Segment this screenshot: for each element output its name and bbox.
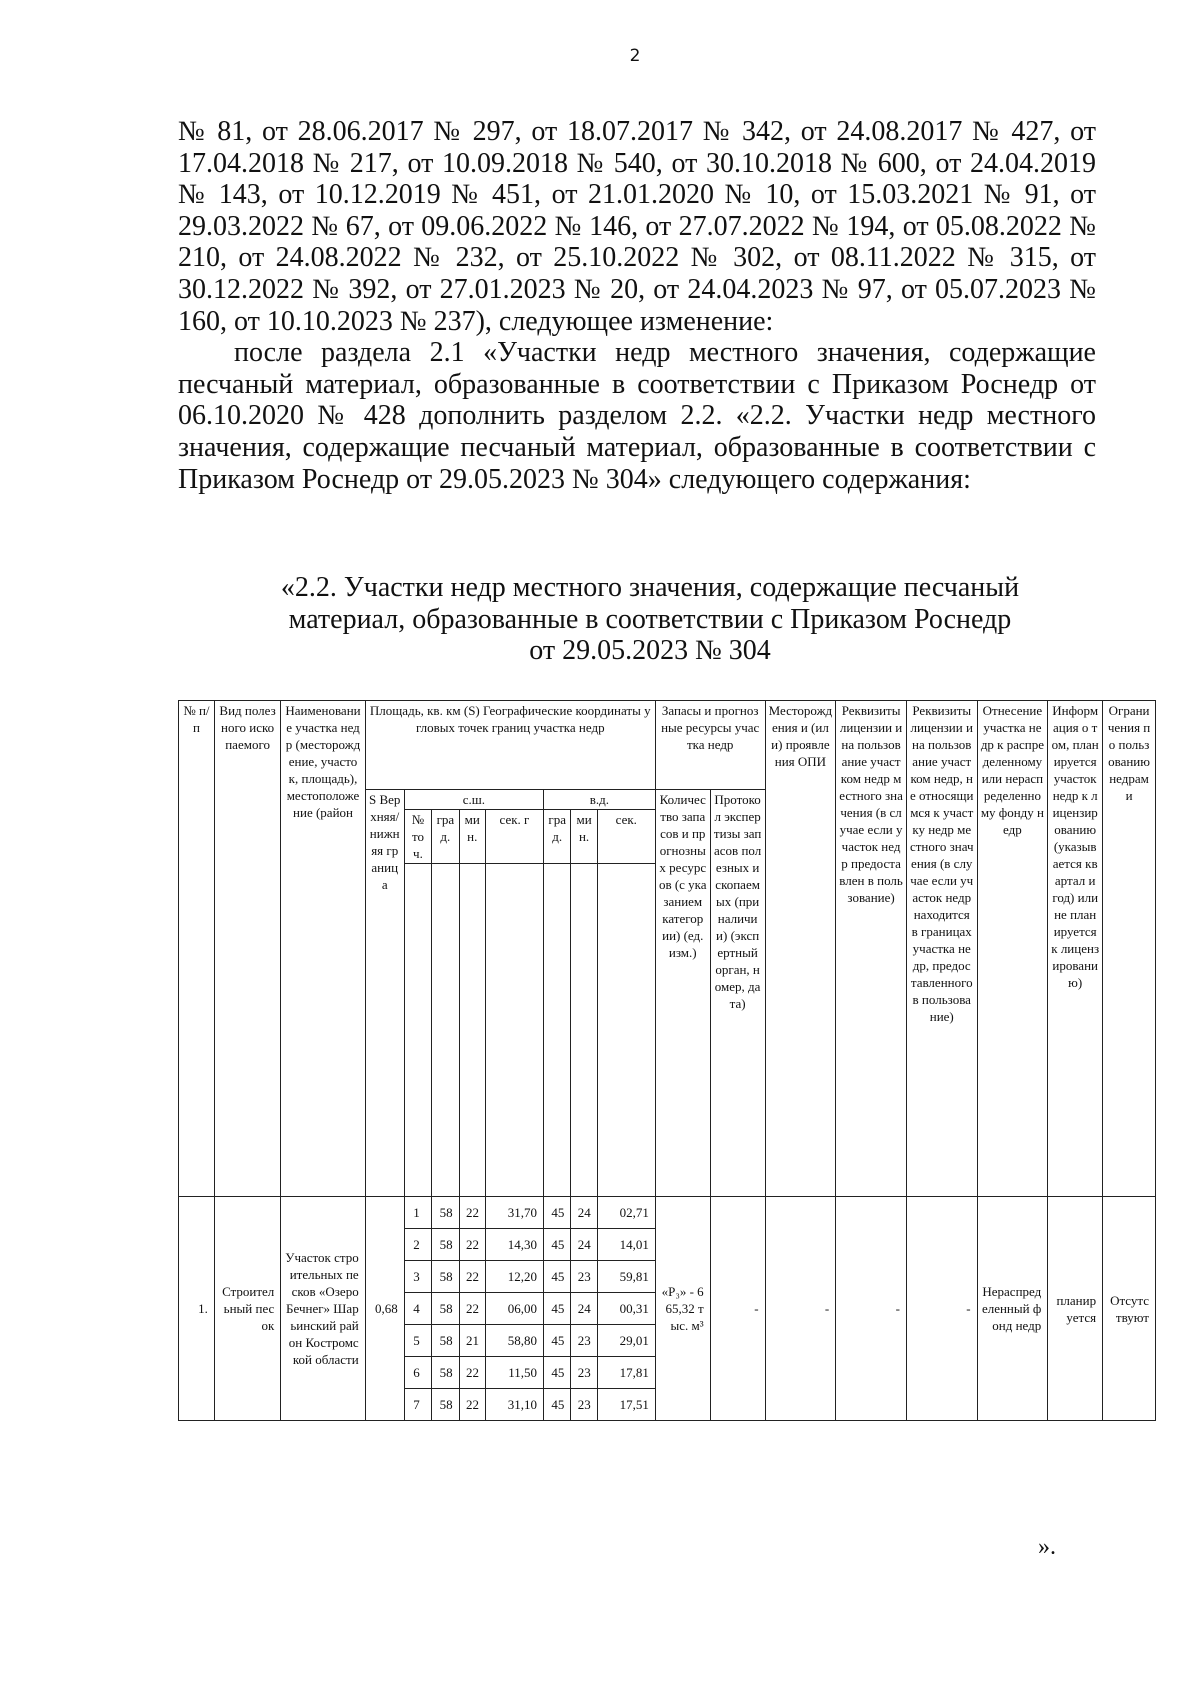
row-license-details: - (836, 1197, 907, 1421)
point-north-min: 22 (459, 1389, 485, 1421)
point-north-deg: 58 (432, 1325, 459, 1357)
header-east-min: мин. (571, 810, 597, 864)
row-restrictions: Отсутствуют (1103, 1197, 1156, 1421)
header-east-deg: град. (543, 810, 570, 864)
point-north-min: 21 (459, 1325, 485, 1357)
point-east-min: 24 (571, 1229, 597, 1261)
header-license-details-within: Реквизиты лицензии и на пользование участком недр, не относящимся к участку недр местного значения (в случае если участок недр находится в границах участка недр, предоставленного в пользование) (906, 701, 977, 1197)
point-east-sec: 00,31 (597, 1293, 655, 1325)
point-east-sec: 59,81 (597, 1261, 655, 1293)
row-fund-attribution: Нераспределенный фонд недр (977, 1197, 1048, 1421)
header-mineral-type: Вид полезного ископаемого (214, 701, 280, 1197)
body-text (178, 116, 1096, 495)
point-east-deg: 45 (543, 1229, 570, 1261)
header-site-name: Наименование участка недр (месторождение, участок, площадь), местоположение (район (281, 701, 365, 1197)
row-reserves-qty: «P₃» - 665,32 тыс. м³ (655, 1197, 710, 1421)
intro-paragraph: № 81, от 28.06.2017 № 297, от 18.07.2017 № 342, от 24.08.2017 № 427, от 17.04.2018 № 217, от 10.09.2018 № 540, от 30.10.2018 № 600, от 24.04.2019 № 143, от 10.12.2019 № 451, от 21.01.2020 № 10, от 15.03.2021 № 91, от 29.03.2022 № 67, от 09.06.2022 № 146, от 27.07.2022 № 194, от 05.08.2022 № 210, от 24.08.2022 № 232, от 25.10.2022 № 302, от 08.11.2022 № 315, от 30.12.2022 № 392, от 27.01.2023 № 20, от 24.04.2023 № 97, от 05.07.2023 № 160, от 10.10.2023 № 237), следующее изменение: (178, 116, 1096, 337)
point-north-deg: 58 (432, 1293, 459, 1325)
header-north-sec: сек. г (485, 810, 543, 864)
point-east-sec: 17,51 (597, 1389, 655, 1421)
point-north-deg: 58 (432, 1229, 459, 1261)
point-east-deg: 45 (543, 1325, 570, 1357)
subsoil-sites-table (178, 700, 1156, 1421)
point-north-sec: 58,80 (485, 1325, 543, 1357)
section-heading-line3: от 29.05.2023 № 304 (529, 635, 771, 667)
header-licensing-plan: Информация о том, планируется участок недр к лицензированию (указывается квартал и год) или не планируется к лицензированию) (1048, 701, 1103, 1197)
point-north-sec: 14,30 (485, 1229, 543, 1261)
header-restrictions: Ограничения по пользованию недрами (1103, 701, 1156, 1197)
section-heading (240, 572, 1060, 667)
header-fund-attribution: Отнесение участка недр к распределенному или нераспределенному фонду недр (977, 701, 1048, 1197)
section-heading-line2: материал, образованные в соответствии с Приказом Роснедр (288, 603, 1012, 635)
header-reserves-protocol: Протокол экспертизы запасов полезных ископаемых (при наличии) (экспертный орган, номер, дата) (710, 790, 765, 1197)
header-license-details: Реквизиты лицензии и на пользование участком недр местного значения (в случае если участок недр предоставлен в пользование) (836, 701, 907, 1197)
header-north-deg: град. (432, 810, 459, 864)
point-east-min: 23 (571, 1261, 597, 1293)
point-east-sec: 14,01 (597, 1229, 655, 1261)
header-north-latitude: с.ш. (404, 790, 543, 810)
point-east-deg: 45 (543, 1357, 570, 1389)
subsoil-table-wrapper (178, 700, 1156, 1421)
point-num: 2 (404, 1229, 431, 1261)
row-num: 1. (179, 1197, 215, 1421)
point-north-sec: 12,20 (485, 1261, 543, 1293)
closing-quote-mark: ». (1038, 1534, 1056, 1560)
point-num: 5 (404, 1325, 431, 1357)
point-north-deg: 58 (432, 1357, 459, 1389)
header-east-longitude: в.д. (543, 790, 655, 810)
amendment-paragraph: после раздела 2.1 «Участки недр местного значения, содержащие песчаный материал, образованные в соответствии с Приказом Роснедр от 06.10.2020 № 428 дополнить разделом 2.2. «2.2. Участки недр местного значения, содержащие песчаный материал, образованные в соответствии с Приказом Роснедр от 29.05.2023 № 304» следующего содержания: (178, 337, 1096, 495)
header-reserves-qty: Количество запасов и прогнозных ресурсов (с указанием категории) (ед. изм.) (655, 790, 710, 1197)
row-licensing-plan: планируется (1048, 1197, 1103, 1421)
point-north-min: 22 (459, 1261, 485, 1293)
row-site-name: Участок строительных песков «Озеро Бечнег» Шарьинский район Костромской области (281, 1197, 365, 1421)
header-num: № п/п (179, 701, 215, 1197)
point-east-sec: 02,71 (597, 1197, 655, 1229)
header-s-bounds: S Верхняя/нижняя граница (365, 790, 404, 1197)
point-north-deg: 58 (432, 1261, 459, 1293)
point-east-deg: 45 (543, 1261, 570, 1293)
point-north-sec: 31,10 (485, 1389, 543, 1421)
row-license-details-within: - (906, 1197, 977, 1421)
point-north-min: 22 (459, 1229, 485, 1261)
point-north-sec: 06,00 (485, 1293, 543, 1325)
point-east-min: 23 (571, 1357, 597, 1389)
point-num: 3 (404, 1261, 431, 1293)
header-reserves: Запасы и прогнозные ресурсы участка недр (655, 701, 765, 790)
row-reserves-protocol: - (710, 1197, 765, 1421)
header-east-sec: сек. (597, 810, 655, 864)
point-north-deg: 58 (432, 1197, 459, 1229)
point-north-min: 22 (459, 1357, 485, 1389)
point-east-min: 23 (571, 1325, 597, 1357)
point-north-deg: 58 (432, 1389, 459, 1421)
point-north-min: 22 (459, 1197, 485, 1229)
point-num: 6 (404, 1357, 431, 1389)
header-north-min: мин. (459, 810, 485, 864)
page-number: 2 (629, 46, 641, 66)
section-heading-line1: «2.2. Участки недр местного значения, содержащие песчаный (280, 572, 1020, 603)
point-east-sec: 29,01 (597, 1325, 655, 1357)
header-row-1 (179, 701, 1156, 790)
header-point-num: № точ. (404, 810, 431, 864)
point-north-sec: 31,70 (485, 1197, 543, 1229)
point-north-sec: 11,50 (485, 1357, 543, 1389)
row-mineral-type: Строительный песок (214, 1197, 280, 1421)
point-east-deg: 45 (543, 1293, 570, 1325)
point-num: 4 (404, 1293, 431, 1325)
point-num: 7 (404, 1389, 431, 1421)
row-area: 0,68 (365, 1197, 404, 1421)
table-row (179, 1197, 1156, 1229)
header-deposit-opi: Месторождения и (или) проявления ОПИ (765, 701, 836, 1197)
point-east-deg: 45 (543, 1389, 570, 1421)
point-num: 1 (404, 1197, 431, 1229)
point-east-sec: 17,81 (597, 1357, 655, 1389)
point-east-min: 23 (571, 1389, 597, 1421)
point-east-deg: 45 (543, 1197, 570, 1229)
row-deposit-opi: - (765, 1197, 836, 1421)
point-east-min: 24 (571, 1293, 597, 1325)
point-north-min: 22 (459, 1293, 485, 1325)
header-area-coords: Площадь, кв. км (S) Географические координаты угловых точек границ участка недр (365, 701, 655, 790)
point-east-min: 24 (571, 1197, 597, 1229)
